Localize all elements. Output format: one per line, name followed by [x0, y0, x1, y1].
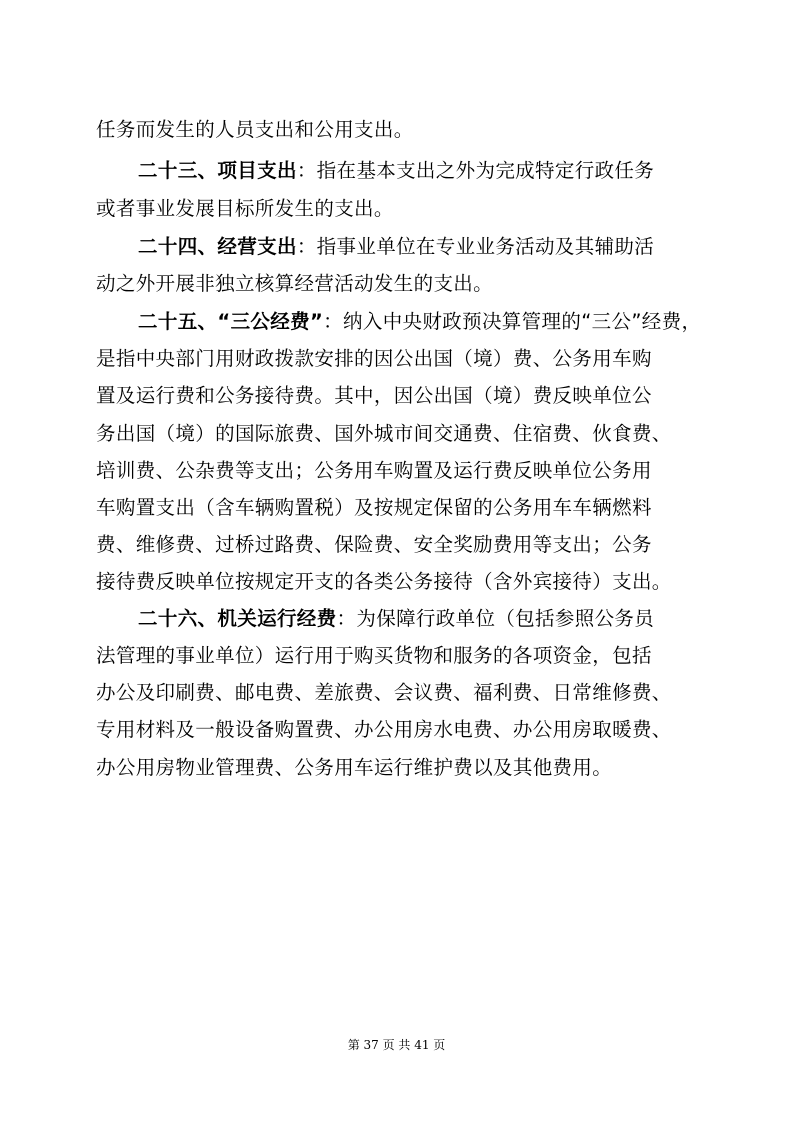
- paragraph-line: [96, 459, 706, 485]
- text-run: 是指中央部门用财政拨款安排的因公出国（境）费、公务用车购: [96, 347, 652, 370]
- paragraph-23-line: [138, 159, 706, 185]
- text-run: 培训费、公杂费等支出；公务用车购置及运行费反映单位公务用: [96, 459, 652, 482]
- text-run: 接待费反映单位按规定开支的各类公务接待（含外宾接待）支出。: [96, 570, 672, 593]
- text-run: 置及运行费和公务接待费。其中，因公出国（境）费反映单位公: [96, 384, 652, 407]
- paragraph-24-line: [138, 235, 706, 261]
- paragraph-line: [96, 347, 706, 373]
- text-run: 或者事业发展目标所发生的支出。: [96, 197, 394, 220]
- text-run: 任务而发生的人员支出和公用支出。: [96, 118, 414, 141]
- text-run: 法管理的事业单位）运行用于购买货物和服务的各项资金，包括: [96, 644, 652, 667]
- text-run: 办公用房物业管理费、公务用车运行维护费以及其他费用。: [96, 756, 613, 779]
- text-run: ：纳入中央财政预决算管理的“三公”经费，: [323, 310, 702, 333]
- term-heading: 二十五、“三公经费”: [138, 310, 324, 333]
- term-heading: 二十三、项目支出: [138, 159, 297, 182]
- text-run: ：指事业单位在专业业务活动及其辅助活: [296, 235, 655, 258]
- term-heading: 二十六、机关运行经费: [138, 607, 337, 630]
- text-run: ：为保障行政单位（包括参照公务员: [336, 607, 655, 630]
- text-run: 办公及印刷费、邮电费、差旅费、会议费、福利费、日常维修费、: [96, 681, 672, 704]
- paragraph-line: [96, 118, 706, 144]
- paragraph-line: [96, 570, 706, 596]
- paragraph-line: [96, 533, 706, 559]
- paragraph-line: [96, 681, 706, 707]
- paragraph-line: [96, 197, 706, 223]
- paragraph-25-line: [138, 310, 706, 336]
- paragraph-line: [96, 272, 706, 298]
- page-number-footer: 第 37 页 共 41 页: [347, 1038, 446, 1052]
- text-run: 务出国（境）的国际旅费、国外城市间交通费、住宿费、伙食费、: [96, 422, 672, 445]
- text-run: 费、维修费、过桥过路费、保险费、安全奖励费用等支出；公务: [96, 533, 652, 556]
- paragraph-line: [96, 496, 706, 522]
- text-run: 专用材料及一般设备购置费、办公用房水电费、办公用房取暖费、: [96, 718, 672, 741]
- paragraph-line: [96, 756, 706, 782]
- text-run: 车购置支出（含车辆购置税）及按规定保留的公务用车车辆燃料: [96, 496, 652, 519]
- paragraph-26-line: [138, 607, 706, 633]
- paragraph-line: [96, 718, 706, 744]
- paragraph-line: [96, 384, 706, 410]
- text-run: ：指在基本支出之外为完成特定行政任务: [296, 159, 655, 182]
- text-run: 动之外开展非独立核算经营活动发生的支出。: [96, 272, 494, 295]
- term-heading: 二十四、经营支出: [138, 235, 297, 258]
- paragraph-line: [96, 644, 706, 670]
- paragraph-line: [96, 422, 706, 448]
